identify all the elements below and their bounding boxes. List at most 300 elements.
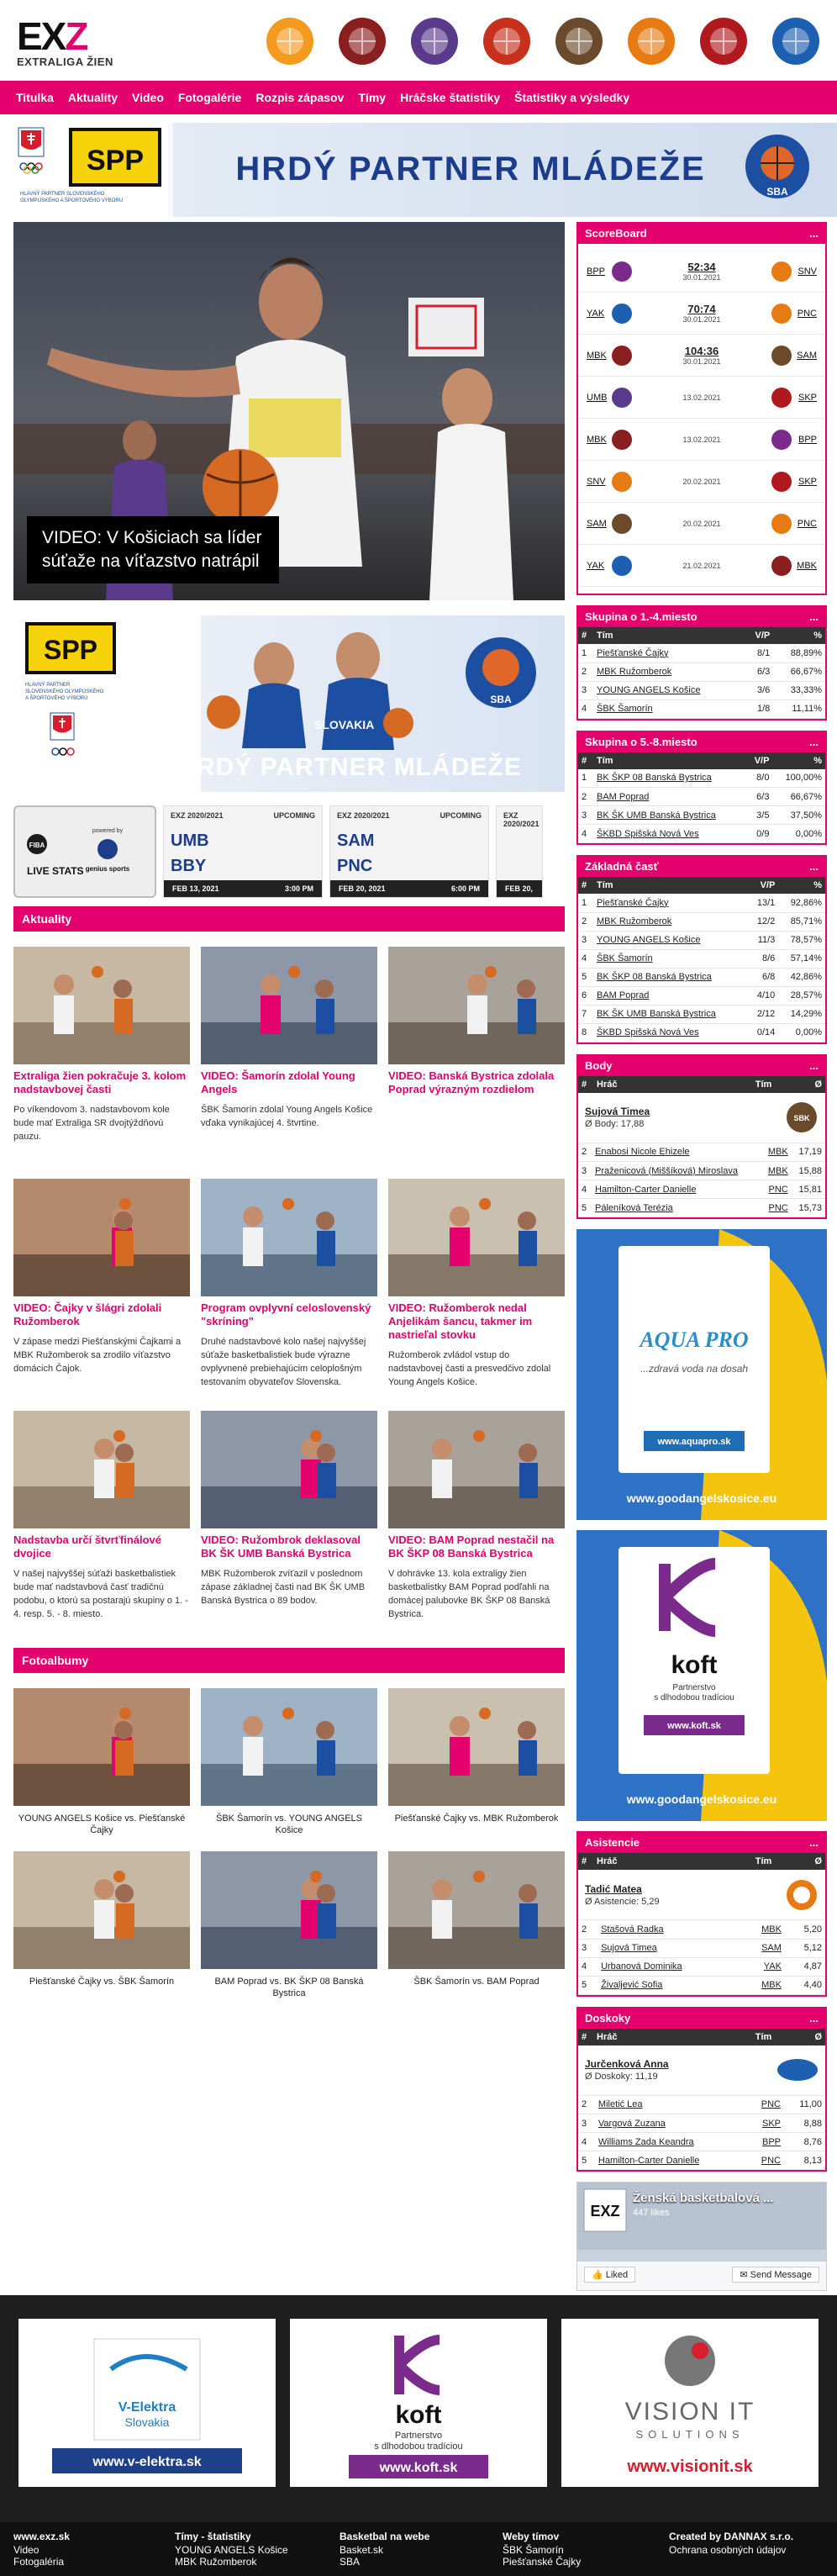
cell-value: 8,13 (784, 2151, 825, 2170)
cell-value: 1/8 (744, 699, 773, 718)
scoreboard-row[interactable] (578, 335, 825, 377)
footer-link[interactable]: Fotogaléria (13, 2556, 65, 2568)
away-team-code[interactable]: PNC (797, 518, 817, 529)
news-excerpt: V dohrávke 13. kola extraligy žien basketbalistky BAM Poprad podľahli na domácej palubovke BK ŠKP 08 Banská Bystrica. (388, 1569, 550, 1619)
svg-text:HLAVNÝ PARTNER: HLAVNÝ PARTNER (25, 683, 71, 688)
col-header: # (578, 1076, 593, 1093)
album-photo[interactable] (201, 1851, 377, 1969)
cell-value: 2/12 (748, 1005, 778, 1023)
footer-heading: Basketbal na webe (340, 2531, 430, 2542)
home-team-code[interactable]: MBK (587, 350, 607, 361)
sponsor-v-elektra[interactable] (18, 2319, 276, 2487)
cell-name[interactable]: BK ŠK UMB Banská Bystrica (593, 806, 746, 825)
piestany-logo-icon[interactable] (477, 12, 536, 71)
cell-value[interactable]: SKP (747, 2114, 784, 2133)
koft-ad[interactable] (576, 1530, 827, 1821)
footer-col-team-sites (503, 2531, 581, 2568)
main-navigation (0, 81, 837, 114)
points-leader-stat: Ø Body: 17,88 (585, 1119, 645, 1129)
scoreboard-title: ScoreBoard (585, 227, 647, 240)
cell-value: 0/9 (746, 825, 772, 843)
cell-value: 2 (578, 1920, 597, 1939)
cell-value: 3 (578, 2114, 595, 2133)
svg-text:koft: koft (671, 1651, 718, 1679)
regular-title: Základná časť (585, 860, 659, 873)
club-logos (261, 12, 825, 71)
home-team-code[interactable]: SNV (587, 476, 606, 487)
cell-name[interactable]: Páleníková Terézia (592, 1199, 761, 1217)
album-caption[interactable]: Piešťanské Čajky vs. MBK Ružomberok (394, 1813, 559, 1824)
footer-link[interactable]: Video (13, 2544, 39, 2556)
cell-value: 8,76 (784, 2133, 825, 2151)
game-card[interactable] (329, 805, 489, 898)
ruzomberok-logo-icon[interactable] (333, 12, 392, 71)
rebounds-more-link[interactable]: ... (809, 2011, 819, 2024)
news-excerpt: V zápase medzi Piešťanskými Čajkami a MBK Ružomberok sa zrodilo víťazstvo domácich Čajok. (13, 1337, 182, 1374)
cell-value: 3 (578, 1939, 597, 1957)
news-title[interactable]: VIDEO: Banská Bystrica zdolala Poprad výrazným rozdielom (388, 1069, 555, 1095)
cell-value[interactable]: MBK (741, 1920, 785, 1939)
svg-text:www.aquapro.sk: www.aquapro.sk (657, 1437, 731, 1447)
table-row (578, 1162, 825, 1180)
scoreboard-row[interactable] (578, 545, 825, 587)
news-photo[interactable] (13, 1179, 190, 1296)
cell-value: 5 (578, 1976, 597, 1994)
news-photo[interactable] (201, 1411, 377, 1528)
banska-bystrica-logo-icon[interactable] (694, 12, 753, 71)
cell-value: 6/3 (746, 788, 772, 806)
cell-name[interactable]: MBK Ružomberok (593, 912, 748, 931)
game-time: 6:00 PM (450, 884, 480, 893)
cell-value: 6 (578, 986, 593, 1005)
home-team-code[interactable]: YAK (587, 560, 605, 571)
news-title[interactable]: VIDEO: BAM Poprad nestačil na BK ŠKP 08 Banská Bystrica (388, 1533, 555, 1560)
rebounds-leader-name[interactable]: Jurčenková Anna (585, 2058, 669, 2070)
cell-value: 8/1 (744, 644, 773, 662)
facebook-like-button[interactable]: 👍 Liked (584, 2267, 635, 2283)
cell-value[interactable]: MBK (761, 1143, 792, 1162)
scoreboard-row[interactable] (578, 293, 825, 335)
game-date: FEB 20, (505, 884, 534, 893)
footer-link[interactable]: YOUNG ANGELS Košice (175, 2544, 288, 2556)
col-header: % (772, 752, 825, 769)
footer-col-web (340, 2531, 429, 2568)
cell-name[interactable]: Hamilton-Carter Danielle (595, 2151, 747, 2170)
album-photo[interactable] (13, 1688, 190, 1806)
footer-col-exz (13, 2531, 70, 2568)
album-caption[interactable]: ŠBK Šamorín vs. YOUNG ANGELS Košice (215, 1813, 363, 1835)
cell-name[interactable]: ŠBK Šamorín (593, 949, 748, 968)
svg-text:www.koft.sk: www.koft.sk (379, 2461, 458, 2475)
cell-value[interactable]: YAK (741, 1957, 785, 1976)
svg-text:Partnerstvo: Partnerstvo (394, 2431, 443, 2441)
col-header: # (578, 1853, 593, 1870)
table-row (578, 788, 825, 806)
away-team-logo-icon (771, 514, 792, 534)
cell-value: 6/3 (744, 662, 773, 681)
cell-name[interactable]: ŠBK Šamorín (593, 699, 744, 718)
news-photo[interactable] (388, 1179, 565, 1296)
cell-value: 4,87 (785, 1957, 825, 1976)
poprad-logo-icon (785, 1878, 819, 1912)
album-photo[interactable] (388, 1851, 565, 1969)
news-photo[interactable] (388, 947, 565, 1064)
nav-item-6[interactable]: Hráčske štatistiky (400, 91, 501, 104)
cell-name[interactable]: MBK Ružomberok (593, 662, 744, 681)
news-title[interactable]: Program ovplyvní celoslovenský "skríning" (201, 1301, 371, 1328)
livestats-strip (13, 805, 565, 903)
album-photo[interactable] (13, 1851, 190, 1969)
news-photo[interactable] (201, 1179, 377, 1296)
svg-text:EXZ: EXZ (590, 2203, 620, 2220)
assists-header (578, 1853, 825, 1870)
away-team-code[interactable]: SKP (798, 476, 817, 487)
away-team-code[interactable]: SKP (798, 392, 817, 403)
album-item[interactable] (388, 1688, 565, 1851)
home-team-code[interactable]: UMB (587, 392, 608, 403)
cell-value: 4 (578, 699, 593, 718)
points-leaders-box (576, 1054, 827, 1220)
scoreboard-more-link[interactable]: ... (809, 227, 819, 240)
svg-text:VISION IT: VISION IT (624, 2398, 755, 2426)
points-title: Body (585, 1058, 613, 1072)
facebook-send-message-button[interactable]: ✉ Send Message (732, 2267, 819, 2283)
cell-value: 15,88 (792, 1162, 825, 1180)
nav-item-1[interactable]: Aktuality (67, 91, 118, 104)
cell-value: 4 (578, 1180, 592, 1199)
scoreboard-row[interactable] (578, 251, 825, 293)
footer-heading: www.exz.sk (13, 2531, 70, 2542)
cell-value[interactable]: SAM (741, 1939, 785, 1957)
svg-text:...zdravá voda na dosah: ...zdravá voda na dosah (640, 1363, 749, 1375)
news-title[interactable]: VIDEO: Ružomberok nedal Anjelikám šancu, takmer im nastrieľal stovku (388, 1301, 533, 1341)
cell-name[interactable]: Williams Zada Keandra (595, 2133, 747, 2151)
away-team-logo-icon (771, 261, 792, 282)
cell-value: 5 (578, 1199, 592, 1217)
footer-heading: Weby tímov (503, 2531, 560, 2542)
group1-title: Skupina o 1.-4.miesto (585, 610, 698, 623)
album-caption[interactable]: Piešťanské Čajky vs. ŠBK Šamorín (29, 1977, 175, 1987)
table-row (578, 1023, 825, 1042)
album-photo[interactable] (201, 1688, 377, 1806)
home-team-code[interactable]: MBK (587, 434, 607, 445)
footer-link[interactable]: MBK Ružomberok (175, 2556, 257, 2568)
news-title[interactable]: VIDEO: Šamorín zdolal Young Angels (201, 1069, 355, 1095)
cell-value: 0,00% (772, 825, 825, 843)
col-header: # (578, 877, 593, 894)
album-item[interactable] (13, 1851, 190, 2014)
slovak-olympic-emblem-icon (50, 713, 74, 755)
footer-link[interactable]: ŠBK Šamorín (503, 2544, 564, 2556)
news-photo[interactable] (388, 1411, 565, 1528)
livestats-widget[interactable] (13, 805, 156, 898)
cell-name[interactable]: Piešťanské Čajky (593, 894, 748, 912)
spp-logo (25, 622, 116, 674)
cell-name[interactable]: Praženicová (Miššíková) Miroslava (592, 1162, 761, 1180)
young-angels-logo-icon[interactable] (766, 12, 825, 71)
footer-link[interactable]: Piešťanské Čajky (503, 2556, 582, 2568)
away-team-code[interactable]: BPP (798, 434, 817, 445)
cell-name[interactable]: BAM Poprad (593, 788, 746, 806)
cell-name[interactable]: Piešťanské Čajky (593, 644, 744, 662)
cell-value: 4 (578, 949, 593, 968)
table-row (578, 2133, 825, 2151)
facebook-page-widget[interactable] (576, 2182, 827, 2291)
album-photo[interactable] (388, 1688, 565, 1806)
spp-partner-banner[interactable] (13, 615, 565, 792)
points-table (578, 1143, 825, 1218)
news-photo[interactable] (13, 947, 190, 1064)
home-team-logo-icon (612, 388, 632, 408)
cell-value[interactable]: PNC (761, 1199, 792, 1217)
news-item (13, 1411, 190, 1643)
svg-text:A ŠPORTOVÉHO VÝBORU: A ŠPORTOVÉHO VÝBORU (25, 696, 88, 701)
cell-name[interactable]: BAM Poprad (593, 986, 748, 1005)
cell-name[interactable]: BK ŠKP 08 Banská Bystrica (593, 968, 748, 986)
match-score[interactable]: 104:36 (684, 345, 719, 357)
cell-value: 13/1 (748, 894, 778, 912)
group1-table (578, 627, 825, 719)
away-team-logo-icon (771, 556, 792, 576)
footer-col-teams (175, 2531, 288, 2568)
group2-title: Skupina o 5.-8.miesto (585, 735, 698, 748)
scoreboard-row[interactable] (578, 461, 825, 503)
album-caption[interactable]: BAM Poprad vs. BK ŠKP 08 Banská Bystrica (214, 1977, 364, 1998)
table-row (578, 931, 825, 949)
svg-text:s dlhodobou tradíciou: s dlhodobou tradíciou (374, 2441, 463, 2452)
cell-value: 5 (578, 968, 593, 986)
news-photo[interactable] (13, 1411, 190, 1528)
footer-link[interactable]: Ochrana osobných údajov (669, 2544, 787, 2556)
album-item[interactable] (13, 1688, 190, 1851)
footer-heading: Created by DANNAX s.r.o. (669, 2531, 794, 2542)
news-title[interactable]: Extraliga žien pokračuje 3. kolom nadstavbovej časti (13, 1069, 187, 1095)
news-photo[interactable] (201, 947, 377, 1064)
cell-name[interactable]: Živaljević Sofia (597, 1976, 741, 1994)
news-item (388, 1179, 565, 1411)
logo-mark: EXZ (17, 14, 87, 58)
cell-name[interactable]: YOUNG ANGELS Košice (593, 931, 748, 949)
table-row (578, 1920, 825, 1939)
table-row (578, 1976, 825, 1994)
messenger-icon: ✉ (740, 2270, 750, 2280)
cell-name[interactable]: BK ŠK UMB Banská Bystrica (593, 1005, 748, 1023)
poprad-logo-icon[interactable] (622, 12, 681, 71)
col-header: Ø (775, 1076, 825, 1093)
assists-leaders-box (576, 1831, 827, 1997)
game-date: FEB 20, 2021 (339, 884, 386, 893)
cell-value: 4 (578, 2133, 595, 2151)
cell-value: 2 (578, 1143, 592, 1162)
table-row (578, 699, 825, 718)
cell-value[interactable]: MBK (741, 1976, 785, 1994)
footer-link[interactable]: SBA (340, 2556, 361, 2568)
nav-item-4[interactable]: Rozpis zápasov (255, 91, 345, 104)
assists-more-link[interactable]: ... (809, 1836, 819, 1849)
cell-value: 8/6 (748, 949, 778, 968)
cell-value: 1 (578, 769, 593, 788)
cell-value: 88,89% (773, 644, 825, 662)
hero-caption[interactable]: VIDEO: V Košiciach sa líder súťaže na víťazstvo natrápil (27, 516, 279, 583)
news-title[interactable]: Nadstavba určí štvrťfinálové dvojice (13, 1533, 162, 1560)
svg-text:www.goodangelskosice.eu: www.goodangelskosice.eu (626, 1792, 777, 1806)
group1-more-link[interactable]: ... (809, 610, 819, 623)
album-item[interactable] (201, 1851, 377, 2014)
col-header: # (578, 752, 593, 769)
section-aktuality-header: Aktuality (13, 906, 565, 932)
points-header (578, 1076, 825, 1093)
scoreboard-row[interactable] (578, 419, 825, 461)
album-caption[interactable]: ŠBK Šamorín vs. BAM Poprad (413, 1977, 540, 1987)
logo-subtitle: EXTRALIGA ŽIEN (17, 55, 113, 68)
top-partner-banner[interactable] (0, 123, 837, 217)
assists-title: Asistencie (585, 1836, 640, 1849)
facebook-likes: 447 likes (633, 2208, 670, 2218)
match-date: 20.02.2021 (682, 477, 721, 486)
regular-more-link[interactable]: ... (809, 860, 819, 873)
points-leader (578, 1093, 825, 1143)
cell-name[interactable]: Hamilton-Carter Danielle (592, 1180, 761, 1199)
cell-value: 6/8 (748, 968, 778, 986)
home-team-logo-icon (612, 430, 632, 450)
table-row (578, 2151, 825, 2170)
album-item[interactable] (388, 1851, 565, 2014)
assists-leader-name[interactable]: Tadić Matea (585, 1882, 642, 1895)
news-title[interactable]: VIDEO: Ružombrok deklasoval BK ŠK UMB Banská Bystrica (201, 1533, 361, 1560)
points-more-link[interactable]: ... (809, 1058, 819, 1072)
assists-table (578, 1920, 825, 1995)
game-card[interactable] (496, 805, 543, 898)
game-competition: EXZ 2020/2021 (171, 811, 224, 820)
hero-slide[interactable] (13, 222, 565, 600)
album-item[interactable] (201, 1688, 377, 1851)
cell-name[interactable]: Stašová Radka (597, 1920, 741, 1939)
scoreboard-row[interactable] (578, 377, 825, 419)
col-header: Ø (775, 2029, 825, 2045)
cell-value: 57,14% (778, 949, 825, 968)
group2-box (576, 731, 827, 846)
sidebar (576, 222, 827, 2291)
cell-value[interactable]: MBK (761, 1162, 792, 1180)
cell-value: 3 (578, 806, 593, 825)
cell-name[interactable]: BK ŠKP 08 Banská Bystrica (593, 769, 746, 788)
album-grid (13, 1688, 565, 2014)
cell-name[interactable]: Miletić Lea (595, 2096, 747, 2114)
svg-text:powered by: powered by (92, 828, 124, 834)
table-row (578, 1957, 825, 1976)
cell-value[interactable]: PNC (761, 1180, 792, 1199)
nav-item-7[interactable]: Štatistiky a výsledky (514, 91, 630, 104)
cell-value: 4,40 (785, 1976, 825, 1994)
basketball-club-logo-blue-icon[interactable] (261, 12, 319, 71)
aquapro-ad[interactable] (576, 1229, 827, 1520)
cell-value: 12/2 (748, 912, 778, 931)
game-competition: EXZ 2020/2021 (503, 811, 540, 828)
news-item (388, 1411, 565, 1643)
game-card[interactable] (163, 805, 323, 898)
away-team-code[interactable]: SAM (797, 350, 817, 361)
away-team-code[interactable]: SNV (798, 266, 817, 277)
cell-value: 28,57% (778, 986, 825, 1005)
sba-logo (745, 135, 809, 198)
group2-more-link[interactable]: ... (809, 735, 819, 748)
cell-value: 33,33% (773, 681, 825, 699)
sponsor-visionit[interactable] (561, 2319, 819, 2487)
cell-name[interactable]: ŠKBD Spišská Nová Ves (593, 825, 746, 843)
home-team-logo-icon (612, 556, 632, 576)
nav-item-5[interactable]: Tímy (358, 91, 387, 104)
sponsors-strip (0, 2295, 837, 2522)
cell-value: 100,00% (772, 769, 825, 788)
cell-value: 17,19 (792, 1143, 825, 1162)
cell-value: 66,67% (773, 662, 825, 681)
home-team-code[interactable]: BPP (587, 266, 606, 277)
site-logo[interactable] (17, 14, 134, 76)
match-score[interactable]: 70:74 (687, 303, 716, 315)
album-caption[interactable]: YOUNG ANGELS Košice vs. Piešťanské Čajky (18, 1813, 186, 1835)
cell-value: 2 (578, 2096, 595, 2114)
sponsor-koft[interactable] (290, 2319, 547, 2487)
game-away-team: PNC (337, 857, 373, 875)
cell-name[interactable]: ŠKBD Spišská Nová Ves (593, 1023, 748, 1042)
away-team-logo-icon (771, 472, 792, 492)
partner-small: HLAVNÝ PARTNER SLOVENSKÉHO (20, 192, 105, 197)
cell-value: 66,67% (772, 788, 825, 806)
match-score[interactable]: 52:34 (687, 261, 716, 273)
cell-value: 0/14 (748, 1023, 778, 1042)
cell-name[interactable]: Sujová Timea (597, 1939, 741, 1957)
home-team-logo-icon (612, 346, 632, 366)
cell-value: 15,81 (792, 1180, 825, 1199)
cell-value[interactable]: BPP (747, 2133, 784, 2151)
footer-link[interactable]: Basket.sk (340, 2544, 384, 2556)
news-title[interactable]: VIDEO: Čajky v šlágri zdolali Ružomberok (13, 1301, 162, 1328)
away-team-code[interactable]: PNC (797, 308, 817, 319)
col-header: Hráč (593, 2029, 692, 2045)
facebook-page-title[interactable]: Ženská basketbalová ... (633, 2191, 774, 2205)
cell-name[interactable]: Urbanová Dominika (597, 1957, 741, 1976)
young-angels-logo-icon (776, 2057, 819, 2082)
regular-season-box (576, 855, 827, 1044)
match-date: 30.01.2021 (682, 357, 721, 366)
cell-value[interactable]: PNC (747, 2151, 784, 2170)
table-row (578, 968, 825, 986)
cell-name[interactable]: Vargová Zuzana (595, 2114, 747, 2133)
cell-name[interactable]: Enabosi Nicole Ehizele (592, 1143, 761, 1162)
away-team-code[interactable]: MBK (797, 560, 817, 571)
nav-item-2[interactable]: Video (132, 91, 164, 104)
col-header: Tím (593, 627, 744, 644)
game-time: 3:00 PM (284, 884, 313, 893)
cell-value: 3 (578, 681, 593, 699)
cell-value: 1 (578, 644, 593, 662)
points-leader-name[interactable]: Sujová Timea (585, 1106, 650, 1117)
cell-name[interactable]: YOUNG ANGELS Košice (593, 681, 744, 699)
sbk-samorin-logo-icon[interactable] (550, 12, 608, 71)
nav-item-0[interactable]: Titulka (16, 91, 54, 104)
home-team-code[interactable]: YAK (587, 308, 605, 319)
table-row (578, 2114, 825, 2133)
cell-value[interactable]: PNC (747, 2096, 784, 2114)
col-header: Tím (593, 752, 746, 769)
bambusky-logo-icon[interactable] (405, 12, 464, 71)
footer-heading: Tímy - štatistiky (175, 2531, 251, 2542)
scoreboard-row[interactable] (578, 503, 825, 545)
nav-item-3[interactable]: Fotogalérie (177, 91, 242, 104)
home-team-code[interactable]: SAM (587, 518, 607, 529)
news-item (13, 1179, 190, 1411)
game-competition: EXZ 2020/2021 (337, 811, 390, 820)
